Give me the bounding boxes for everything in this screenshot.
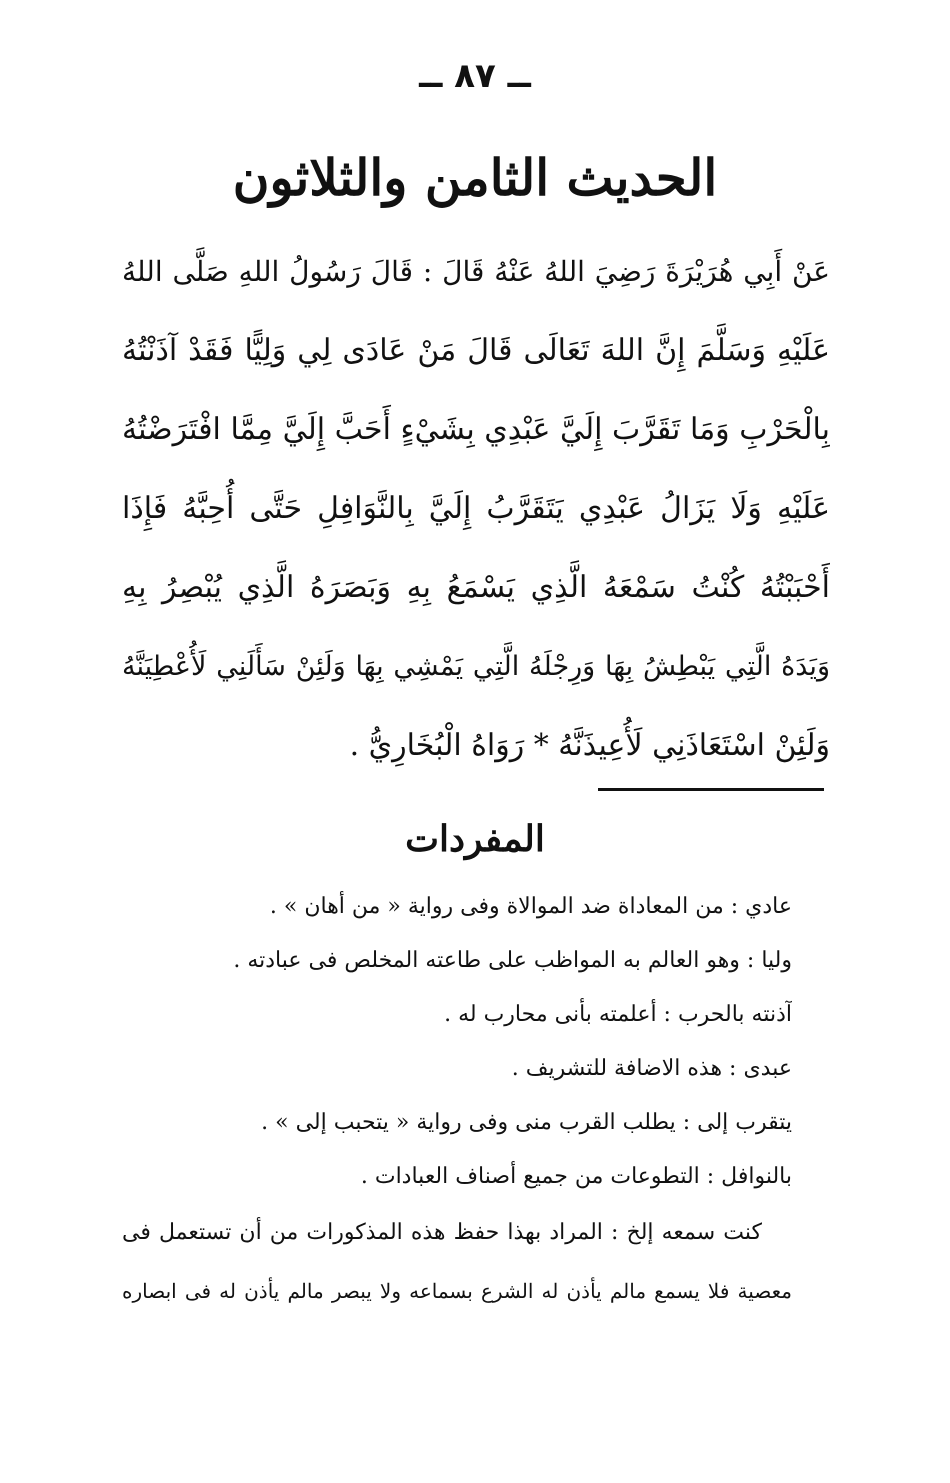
hadith-line: عَلَيْهِ وَسَلَّمَ إِنَّ اللهَ تَعَالَى قَالَ مَنْ عَادَى لِي وَلِيًّا فَقَدْ آذَنْتُهُ: [122, 333, 830, 368]
page-number: ــ ٨٧ ــ: [419, 56, 531, 96]
hadith-title: الحديث الثامن والثلاثون: [232, 148, 718, 207]
vocabulary-item: بالنوافل : التطوعات من جميع أصناف العبادات .: [360, 1164, 792, 1189]
vocabulary-item: عادي : من المعاداة ضد الموالاة وفى رواية « من أهان » .: [269, 894, 792, 919]
vocabulary-item: آذنته بالحرب : أعلمته بأنى محارب له .: [444, 1002, 792, 1027]
hadith-line: وَلَئِنْ اسْتَعَاذَنِي لَأُعِيذَنَّهُ * رَوَاهُ الْبُخَارِيُّ .: [349, 728, 830, 763]
vocabulary-item-multiline: [122, 1204, 792, 1320]
hadith-text: [122, 232, 830, 785]
vocabulary-item: وليا : وهو العالم به المواظب على طاعته المخلص فى عبادته .: [233, 948, 792, 973]
hadith-line: بِالْحَرْبِ وَمَا تَقَرَّبَ إِلَيَّ عَبْدِي بِشَيْءٍ أَحَبَّ إِلَيَّ مِمَّا افْتَرَضْتُهُ: [122, 412, 830, 447]
vocabulary-line: كنت سمعه إلخ : المراد بهذا حفظ هذه المذكورات من أن تستعمل فى: [122, 1220, 762, 1245]
vocabulary-line: معصية فلا يسمع مالم يأذن له الشرع بسماعه ولا يبصر مالم يأذن له فى ابصاره: [122, 1279, 792, 1303]
vocabulary-item: يتقرب إلى : يطلب القرب منى وفى رواية « يتحبب إلى » .: [261, 1110, 792, 1135]
vocabulary-title: المفردات: [405, 818, 545, 860]
vocabulary-list: [122, 880, 792, 1204]
vocabulary-item: عبدى : هذه الاضافة للتشريف .: [511, 1056, 792, 1081]
hadith-line: عَلَيْهِ وَلَا يَزَالُ عَبْدِي يَتَقَرَّبُ إِلَيَّ بِالنَّوَافِلِ حَتَّى أُحِبَّهُ فَإِذَا: [122, 491, 830, 526]
hadith-line: وَيَدَهُ الَّتِي يَبْطِشُ بِهَا وَرِجْلَهُ الَّتِي يَمْشِي بِهَا وَلَئِنْ سَأَلَنِي لَأُعْطِيَنَّهُ: [122, 651, 830, 682]
section-divider: [598, 788, 824, 791]
hadith-line: عَنْ أَبِي هُرَيْرَةَ رَضِيَ اللهُ عَنْهُ قَالَ : قَالَ رَسُولُ اللهِ صَلَّى اللهُ: [122, 255, 830, 288]
hadith-line: أَحْبَبْتُهُ كُنْتُ سَمْعَهُ الَّذِي يَسْمَعُ بِهِ وَبَصَرَهُ الَّذِي يُبْصِرُ بِهِ: [122, 570, 830, 605]
